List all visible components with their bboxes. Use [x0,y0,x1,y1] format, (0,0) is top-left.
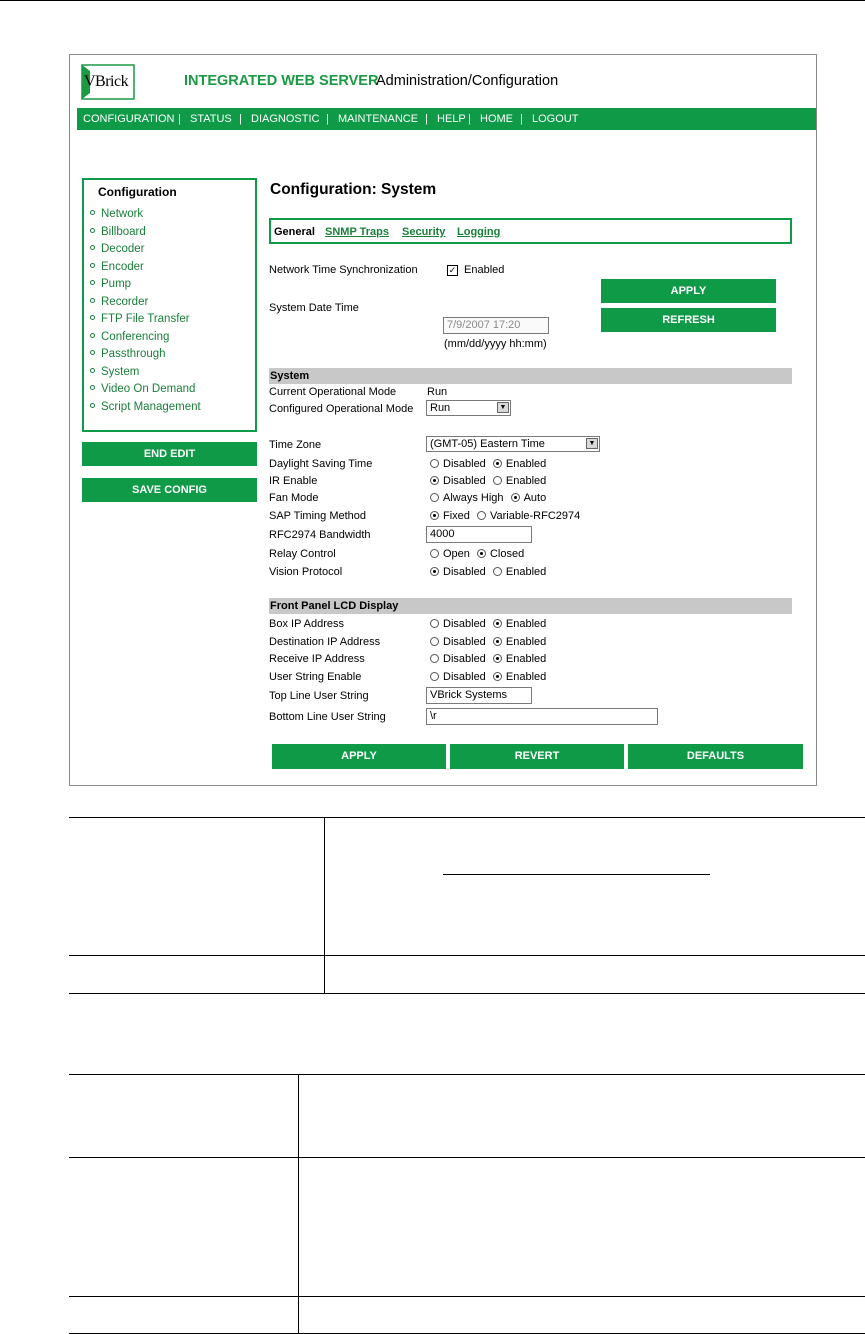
table-rule [69,993,865,994]
radio-selected-icon [493,672,502,681]
date-format-hint: (mm/dd/yyyy hh:mm) [444,338,547,350]
bullet-icon [90,298,95,303]
sidebar-item-video-on-demand[interactable]: Video On Demand [90,383,195,395]
app-subtitle: Administration/Configuration [376,73,559,89]
destination-ip-enabled-option[interactable]: Enabled [493,636,546,648]
radio-selected-icon [477,549,486,558]
table-column-rule [298,1074,299,1334]
bullet-icon [90,245,95,250]
receive-ip-radios [430,653,550,665]
sidebar-item-network[interactable]: Network [90,208,143,220]
relay-control-radios [430,548,528,560]
nav-help[interactable]: HELP [437,113,466,125]
ir-enable-disabled-option[interactable]: Disabled [430,475,486,487]
ir-enable-radios [430,475,550,487]
radio-selected-icon [430,476,439,485]
destination-ip-disabled-option[interactable]: Disabled [430,636,486,648]
radio-button-icon [430,637,439,646]
nav-separator: | [178,113,181,125]
box-ip-label: Box IP Address [269,618,345,630]
configured-mode-label: Configured Operational Mode [269,403,414,415]
bullet-icon [90,228,95,233]
sap-timing-label: SAP Timing Method [269,510,367,522]
bullet-icon [90,315,95,320]
nav-separator: | [239,113,242,125]
radio-button-icon [430,654,439,663]
box-ip-radios [430,618,550,630]
fan-mode-always-high-option[interactable]: Always High [430,492,504,504]
radio-selected-icon [430,567,439,576]
nav-configuration[interactable]: CONFIGURATION [83,113,175,125]
daylight-saving-enabled-option[interactable]: Enabled [493,458,546,470]
sap-timing-variable-option[interactable]: Variable-RFC2974 [477,510,580,522]
logo-text: VBrick [84,73,129,90]
user-string-enable-radios [430,671,550,683]
box-ip-enabled-option[interactable]: Enabled [493,618,546,630]
table-rule [69,955,865,956]
underline-rule [443,874,710,875]
user-string-disabled-option[interactable]: Disabled [430,671,486,683]
tab-logging[interactable]: Logging [457,226,501,238]
sidebar-item-billboard[interactable]: Billboard [90,226,146,238]
rfc2974-bandwidth-input[interactable]: 4000 [426,526,532,543]
bullet-icon [90,210,95,215]
sidebar-title: Configuration [98,185,177,199]
sidebar-item-script-management[interactable]: Script Management [90,401,201,413]
section-system: System [269,368,792,384]
table-rule [69,1157,865,1158]
main-nav [77,108,816,130]
sidebar-item-pump[interactable]: Pump [90,278,131,290]
radio-button-icon [430,672,439,681]
user-string-enabled-option[interactable]: Enabled [493,671,546,683]
vision-protocol-disabled-option[interactable]: Disabled [430,566,486,578]
radio-selected-icon [493,619,502,628]
save-config-button[interactable]: SAVE CONFIG [82,478,257,502]
top-line-user-string-input[interactable]: VBrick Systems [426,687,532,704]
radio-selected-icon [511,493,520,502]
tab-security[interactable]: Security [402,226,446,238]
relay-control-label: Relay Control [269,548,336,560]
radio-button-icon [477,511,486,520]
relay-control-open-option[interactable]: Open [430,548,470,560]
radio-button-icon [430,549,439,558]
ir-enable-enabled-option[interactable]: Enabled [493,475,546,487]
vision-protocol-label: Vision Protocol [269,566,343,578]
bullet-icon [90,385,95,390]
nav-diagnostic[interactable]: DIAGNOSTIC [251,113,320,125]
radio-button-icon [430,493,439,502]
bullet-icon [90,280,95,285]
nav-separator: | [425,113,428,125]
fan-mode-radios [430,492,550,504]
vision-protocol-enabled-option[interactable]: Enabled [493,566,546,578]
bottom-line-user-string-label: Bottom Line User String [269,711,386,723]
bottom-line-user-string-input[interactable]: \r [426,708,658,725]
tab-snmp-traps[interactable]: SNMP Traps [325,226,389,238]
time-sync-label: Network Time Synchronization [269,264,418,276]
page-top-rule [0,0,865,1]
defaults-button[interactable]: DEFAULTS [628,744,803,769]
configured-mode-select[interactable]: Run ▼ [426,400,511,416]
rfc2974-bandwidth-label: RFC2974 Bandwidth [269,529,371,541]
sidebar-item-encoder[interactable]: Encoder [90,261,144,273]
nav-home[interactable]: HOME [480,113,513,125]
relay-control-closed-option[interactable]: Closed [477,548,524,560]
bullet-icon [90,368,95,373]
nav-separator: | [520,113,523,125]
time-sync-checkbox[interactable]: ✓ [448,265,457,275]
user-string-enable-label: User String Enable [269,671,362,683]
receive-ip-disabled-option[interactable]: Disabled [430,653,486,665]
current-mode-label: Current Operational Mode [269,386,397,398]
sidebar-item-decoder[interactable]: Decoder [90,243,144,255]
app-title: INTEGRATED WEB SERVER [184,73,379,89]
sidebar-item-system[interactable]: System [90,366,139,378]
destination-ip-label: Destination IP Address [269,636,381,648]
page-title: Configuration: System [270,181,437,198]
refresh-button[interactable]: REFRESH [601,308,776,332]
tab-general: General [274,226,315,238]
section-front-panel-lcd: Front Panel LCD Display [269,598,792,614]
radio-selected-icon [493,459,502,468]
system-date-time-label: System Date Time [269,302,359,314]
table-rule [69,1074,865,1075]
chevron-down-icon: ▼ [586,438,598,449]
revert-button[interactable]: REVERT [450,744,624,769]
daylight-saving-radios [430,458,550,470]
receive-ip-label: Receive IP Address [269,653,365,665]
time-sync-checkbox-label: Enabled [464,264,505,276]
daylight-saving-label: Daylight Saving Time [269,458,373,470]
table-rule [69,817,865,818]
bullet-icon [90,263,95,268]
radio-button-icon [430,619,439,628]
top-line-user-string-label: Top Line User String [269,690,369,702]
sidebar-item-ftp-file-transfer[interactable]: FTP File Transfer [90,313,190,325]
chevron-down-icon: ▼ [497,402,509,413]
nav-separator: | [326,113,329,125]
radio-selected-icon [430,511,439,520]
radio-selected-icon [493,637,502,646]
daylight-saving-disabled-option[interactable]: Disabled [430,458,486,470]
bullet-icon [90,403,95,408]
ir-enable-label: IR Enable [269,475,318,487]
nav-separator: | [468,113,471,125]
receive-ip-enabled-option[interactable]: Enabled [493,653,546,665]
time-zone-select[interactable]: (GMT-05) Eastern Time ▼ [426,436,600,452]
fan-mode-auto-option[interactable]: Auto [511,492,547,504]
bullet-icon [90,350,95,355]
nav-logout[interactable]: LOGOUT [532,113,579,125]
nav-maintenance[interactable]: MAINTENANCE [338,113,419,125]
bullet-icon [90,333,95,338]
vision-protocol-radios [430,566,550,578]
radio-button-icon [430,459,439,468]
end-edit-button[interactable]: END EDIT [82,442,257,466]
sidebar-item-recorder[interactable]: Recorder [90,296,148,308]
radio-button-icon [493,476,502,485]
table-rule [69,1296,865,1297]
sap-timing-radios [430,510,584,522]
fan-mode-label: Fan Mode [269,492,319,504]
radio-selected-icon [493,654,502,663]
radio-button-icon [493,567,502,576]
destination-ip-radios [430,636,550,648]
sidebar-item-passthrough[interactable]: Passthrough [90,348,166,360]
sidebar-item-conferencing[interactable]: Conferencing [90,331,169,343]
sap-timing-fixed-option[interactable]: Fixed [430,510,470,522]
box-ip-disabled-option[interactable]: Disabled [430,618,486,630]
table-column-rule [324,817,325,993]
nav-status[interactable]: STATUS [190,113,232,125]
apply-button[interactable]: APPLY [272,744,446,769]
system-date-time-input[interactable]: 7/9/2007 17:20 [443,317,549,334]
apply-time-button[interactable]: APPLY [601,279,776,303]
current-mode-value: Run [427,386,448,398]
subtabs [269,218,792,244]
time-zone-label: Time Zone [269,439,322,451]
